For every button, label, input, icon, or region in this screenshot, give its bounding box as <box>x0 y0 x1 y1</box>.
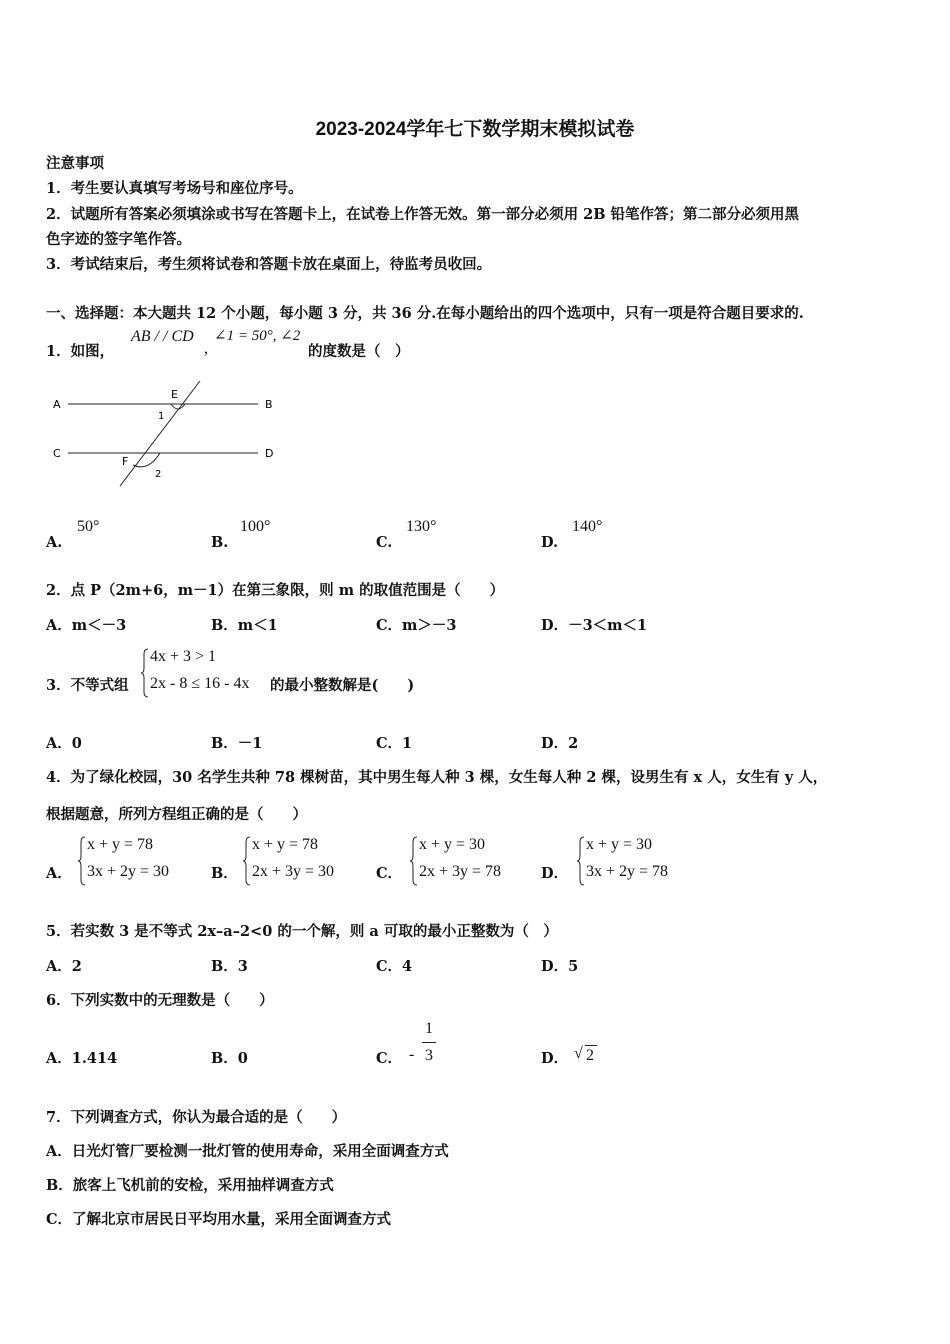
q1-comma: , <box>204 340 208 357</box>
q7-text: 7．下列调查方式，你认为最合适的是（ ） <box>46 1109 347 1126</box>
q6-option-c-sign: - <box>409 1046 415 1063</box>
q1-option-c-value: 130° <box>406 518 437 535</box>
q7-option-a: A．日光灯管厂要检测一批灯管的使用寿命，采用全面调查方式 <box>46 1143 449 1160</box>
parallel-lines-figure <box>48 376 288 491</box>
q6-option-c-numerator: 1 <box>425 1020 433 1037</box>
q4-line1: 4．为了绿化校园，30 名学生共种 78 棵树苗，其中男生每人种 3 棵，女生每人种 2 棵，设男生有 x 人，女生有 y 人， <box>46 769 828 786</box>
q5-option-c: C．4 <box>376 958 413 975</box>
q5-option-d: D．5 <box>541 958 579 975</box>
page-title: 2023-2024学年七下数学期末模拟试卷 <box>315 119 635 140</box>
notice-item: 2．试题所有答案必须填涂或书写在答题卡上，在试卷上作答无效。第一部分必须用 2B 铅笔作答；第二部分必须用黑 <box>46 206 800 223</box>
q6-option-d-radicand: 2 <box>586 1047 594 1064</box>
q3-option-d: D．2 <box>541 735 579 752</box>
fig-label-b: B <box>265 398 273 411</box>
q5-option-a: A．2 <box>46 958 82 975</box>
q4-a-line2: 3x + 2y = 30 <box>87 863 170 880</box>
q1-cond1: AB / / CD <box>131 328 194 345</box>
q4-option-a-system <box>77 836 202 888</box>
q1-option-a-value: 50° <box>77 518 100 535</box>
q1-option-b-value: 100° <box>240 518 271 535</box>
q2-option-d: D．－3＜m＜1 <box>541 617 648 634</box>
q3-line2: 2x - 8 ≤ 16 - 4x <box>150 675 250 692</box>
q3-option-a: A．0 <box>46 735 82 752</box>
q3-inequality-system <box>140 648 270 700</box>
q6-option-d-label: D． <box>541 1050 569 1067</box>
q4-d-line1: x + y = 30 <box>586 836 653 853</box>
notice-item: 色字迹的签字笔作答。 <box>46 231 191 248</box>
q7-option-b: B．旅客上飞机前的安检，采用抽样调查方式 <box>46 1177 334 1194</box>
q6-option-a: A．1.414 <box>46 1050 118 1067</box>
q4-option-b-label: B． <box>211 865 238 882</box>
q7-option-c: C．了解北京市居民日平均用水量，采用全面调查方式 <box>46 1211 392 1228</box>
q4-option-c-label: C． <box>376 865 403 882</box>
notice-item: 3．考试结束后，考生须将试卷和答题卡放在桌面上，待监考员收回。 <box>46 256 492 273</box>
q5-text: 5．若实数 3 是不等式 2x–a–2<0 的一个解，则 a 可取的最小正整数为（ ） <box>46 923 558 940</box>
q4-option-d-system <box>576 836 701 888</box>
fig-label-d: D <box>265 447 274 460</box>
fraction-bar <box>422 1042 436 1043</box>
q3-option-c: C．1 <box>376 735 413 752</box>
q1-option-a-label: A. <box>46 534 63 551</box>
q4-c-line1: x + y = 30 <box>419 836 486 853</box>
q4-option-a-label: A． <box>46 865 72 882</box>
q4-option-c-system <box>409 836 534 888</box>
q4-b-line2: 2x + 3y = 30 <box>252 863 335 880</box>
brace-icon <box>242 836 252 886</box>
q2-text: 2．点 P（2m+6，m－1）在第三象限，则 m 的取值范围是（ ） <box>46 582 505 599</box>
notice-item: 1．考生要认真填写考场号和座位序号。 <box>46 180 303 197</box>
sqrt-overline <box>585 1045 597 1046</box>
q2-option-b: B．m＜1 <box>211 617 278 634</box>
q4-c-line2: 2x + 3y = 78 <box>419 863 502 880</box>
notice-heading: 注意事项 <box>46 155 104 172</box>
q1-suffix: 的度数是（ ） <box>308 343 410 360</box>
q1-option-d-label: D. <box>541 534 559 551</box>
q4-line2: 根据题意，所列方程组正确的是（ ） <box>46 806 307 823</box>
q4-b-line1: x + y = 78 <box>252 836 319 853</box>
brace-icon <box>576 836 586 886</box>
q4-a-line1: x + y = 78 <box>87 836 154 853</box>
q2-option-c: C．m＞－3 <box>376 617 457 634</box>
brace-icon <box>77 836 87 886</box>
q3-suffix: 的最小整数解是( ) <box>270 677 415 694</box>
fig-label-e: E <box>171 388 178 401</box>
brace-icon <box>140 648 150 698</box>
q1-option-d-value: 140° <box>572 518 603 535</box>
q1-option-c-label: C. <box>376 534 393 551</box>
q3-prefix: 3．不等式组 <box>46 677 129 694</box>
q3-line1: 4x + 3 > 1 <box>150 648 217 665</box>
fig-label-2: 2 <box>155 469 162 480</box>
q6-option-c-denominator: 3 <box>425 1047 433 1064</box>
q1-prefix: 1．如图， <box>46 343 115 360</box>
brace-icon <box>409 836 419 886</box>
fig-label-1: 1 <box>158 411 165 422</box>
q2-option-a: A．m＜－3 <box>46 617 127 634</box>
q4-option-b-system <box>242 836 367 888</box>
q6-option-b: B．0 <box>211 1050 248 1067</box>
q1-cond2: ∠1 = 50°, ∠2 <box>214 328 301 344</box>
sqrt-icon: √ <box>574 1045 583 1062</box>
section-heading: 一、选择题：本大题共 12 个小题，每小题 3 分，共 36 分.在每小题给出的四个选项中，只有一项是符合题目要求的. <box>46 305 804 322</box>
q5-option-b: B．3 <box>211 958 248 975</box>
fig-label-a: A <box>53 398 61 411</box>
q6-text: 6．下列实数中的无理数是（ ） <box>46 992 274 1009</box>
q4-d-line2: 3x + 2y = 78 <box>586 863 669 880</box>
q6-option-c-label: C． <box>376 1050 403 1067</box>
fig-label-f: F <box>122 455 129 468</box>
q4-option-d-label: D． <box>541 865 569 882</box>
q3-option-b: B．－1 <box>211 735 263 752</box>
q1-option-b-label: B. <box>211 534 229 551</box>
fig-label-c: C <box>53 447 61 460</box>
